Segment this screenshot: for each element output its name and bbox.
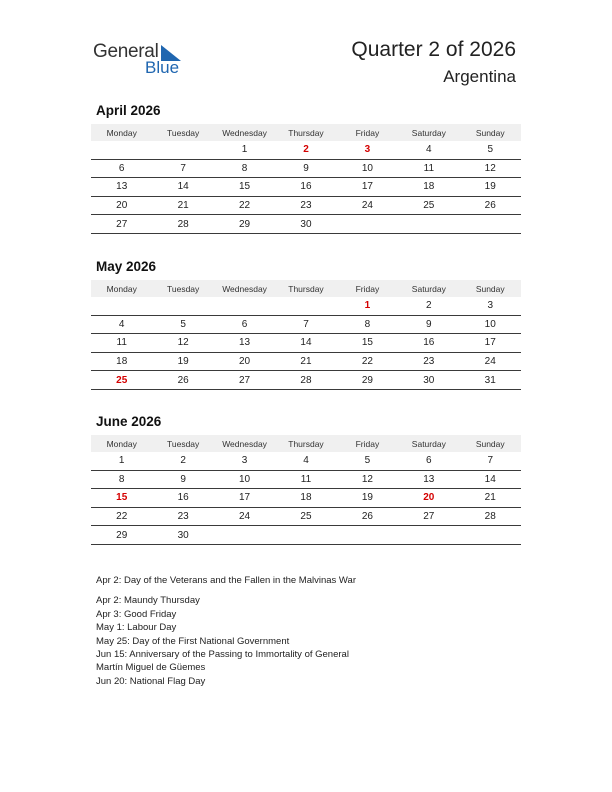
day-cell: 12: [177, 337, 189, 349]
day-cell: 8: [364, 318, 371, 330]
week-row: [91, 371, 521, 390]
weekday-header-row: [91, 124, 521, 141]
day-cell: 21: [484, 492, 496, 504]
day-cell: 2: [180, 455, 186, 467]
day-cell: 21: [177, 200, 189, 212]
day-cell: 14: [484, 473, 496, 485]
weekday-label-sunday: Sunday: [475, 438, 505, 449]
day-cell: 5: [364, 455, 371, 467]
week-row: [91, 334, 521, 353]
day-cell: 9: [180, 473, 186, 485]
weekday-label-monday: Monday: [106, 438, 137, 449]
weekday-header-row: [91, 435, 521, 452]
logo-text-blue: Blue: [145, 58, 180, 77]
holiday-day-cell: 2: [303, 144, 309, 156]
day-cell: 30: [177, 529, 189, 541]
day-cell: 14: [300, 337, 312, 349]
day-cell: 7: [180, 162, 186, 174]
day-cell: 22: [116, 511, 128, 523]
day-cell: 12: [361, 473, 373, 485]
day-cell: 23: [423, 356, 435, 368]
weekday-label-saturday: Saturday: [411, 283, 446, 294]
month-calendar-april: [91, 103, 521, 234]
holiday-day-cell: 3: [364, 144, 371, 156]
day-cell: 13: [238, 337, 251, 349]
day-cell: 22: [238, 200, 251, 212]
weekday-label-monday: Monday: [106, 283, 137, 294]
weekday-label-thursday: Thursday: [288, 438, 324, 449]
day-cell: 20: [238, 356, 251, 368]
day-cell: 15: [238, 181, 251, 193]
day-cell: 11: [423, 162, 435, 174]
day-cell: 12: [484, 162, 496, 174]
day-cell: 18: [300, 492, 312, 504]
weekday-label-saturday: Saturday: [411, 438, 446, 449]
holiday-notes-group-2: [96, 594, 356, 688]
day-cell: 23: [177, 511, 189, 523]
day-cell: 16: [423, 337, 435, 349]
day-cell: 4: [426, 144, 432, 156]
weekday-label-friday: Friday: [355, 283, 380, 294]
day-cell: 22: [361, 356, 373, 368]
weekday-label-monday: Monday: [106, 127, 137, 138]
day-cell: 18: [423, 181, 435, 193]
day-cell: 1: [241, 144, 248, 156]
holiday-note: Apr 2: Day of the Veterans and the Fallen in the Malvinas War: [96, 575, 356, 586]
day-cell: 10: [361, 162, 373, 174]
week-row: [91, 297, 521, 316]
page-subtitle: Argentina: [443, 67, 516, 86]
week-row: [91, 178, 521, 197]
weekday-header-row: [91, 280, 521, 297]
day-cell: 5: [180, 318, 186, 330]
week-row: [91, 160, 521, 179]
day-cell: 8: [118, 473, 125, 485]
day-cell: 16: [177, 492, 189, 504]
week-row: [91, 353, 521, 372]
page-title: Quarter 2 of 2026: [351, 38, 516, 61]
month-title: May 2026: [96, 259, 157, 274]
day-cell: 24: [361, 200, 373, 212]
day-cell: 28: [177, 218, 189, 230]
holiday-note: Apr 2: Maundy Thursday: [96, 595, 200, 607]
weekday-label-sunday: Sunday: [475, 283, 505, 294]
day-cell: 4: [118, 318, 125, 330]
holiday-day-cell: 25: [116, 374, 128, 386]
day-cell: 9: [426, 318, 432, 330]
day-cell: 9: [303, 162, 309, 174]
day-cell: 3: [487, 300, 494, 312]
day-cell: 7: [303, 318, 309, 330]
holiday-notes: [96, 574, 356, 688]
holiday-note: Apr 3: Good Friday: [96, 608, 177, 620]
day-cell: 18: [116, 356, 128, 368]
holiday-day-cell: 15: [116, 492, 128, 504]
holiday-note: Martín Miguel de Güemes: [96, 662, 206, 674]
day-cell: 13: [116, 181, 128, 193]
weekday-label-thursday: Thursday: [288, 283, 324, 294]
day-cell: 11: [300, 473, 312, 485]
day-cell: 17: [484, 337, 496, 349]
day-cell: 20: [116, 200, 128, 212]
day-cell: 28: [300, 374, 312, 386]
day-cell: 17: [238, 492, 251, 504]
day-cell: 6: [241, 318, 248, 330]
logo-text-general: General: [93, 41, 159, 62]
week-row: [91, 471, 521, 490]
holiday-notes-group-1: [96, 574, 356, 587]
month-calendar-june: [91, 414, 521, 545]
day-cell: 2: [426, 300, 432, 312]
day-cell: 29: [238, 218, 251, 230]
day-cell: 29: [361, 374, 373, 386]
day-cell: 1: [118, 455, 125, 467]
holiday-note: Jun 20: National Flag Day: [96, 675, 206, 687]
notes-spacer: [96, 587, 356, 594]
day-cell: 19: [484, 181, 496, 193]
weekday-label-sunday: Sunday: [475, 127, 505, 138]
holiday-day-cell: 1: [364, 300, 371, 312]
week-row: [91, 452, 521, 471]
week-row: [91, 316, 521, 335]
weekday-label-saturday: Saturday: [411, 127, 446, 138]
day-cell: 3: [241, 455, 248, 467]
weekday-label-friday: Friday: [355, 127, 380, 138]
day-cell: 30: [423, 374, 435, 386]
day-cell: 16: [300, 181, 312, 193]
day-cell: 27: [116, 218, 128, 230]
day-cell: 10: [484, 318, 496, 330]
holiday-day-cell: 20: [423, 492, 435, 504]
month-title: June 2026: [96, 414, 162, 429]
day-cell: 26: [177, 374, 189, 386]
day-cell: 15: [361, 337, 373, 349]
day-cell: 26: [484, 200, 496, 212]
day-cell: 30: [300, 218, 312, 230]
holiday-note: May 25: Day of the First National Government: [96, 635, 290, 647]
week-row: [91, 508, 521, 527]
weekday-label-wednesday: Wednesday: [222, 438, 267, 449]
week-row: [91, 197, 521, 216]
day-cell: 19: [361, 492, 373, 504]
day-cell: 25: [300, 511, 312, 523]
day-cell: 27: [423, 511, 435, 523]
day-cell: 24: [484, 356, 496, 368]
day-cell: 6: [118, 162, 125, 174]
day-cell: 25: [423, 200, 435, 212]
day-cell: 31: [484, 374, 496, 386]
day-cell: 7: [487, 455, 494, 467]
day-cell: 19: [177, 356, 189, 368]
day-cell: 14: [177, 181, 189, 193]
weekday-label-tuesday: Tuesday: [166, 127, 200, 138]
month-calendar-may: [91, 259, 521, 390]
weekday-label-wednesday: Wednesday: [222, 283, 267, 294]
holiday-note: Jun 15: Anniversary of the Passing to Immortality of General: [96, 648, 349, 660]
day-cell: 13: [423, 473, 435, 485]
weekday-label-tuesday: Tuesday: [166, 283, 200, 294]
day-cell: 27: [238, 374, 251, 386]
weekday-label-wednesday: Wednesday: [222, 127, 267, 138]
week-row: [91, 141, 521, 160]
day-cell: 11: [116, 337, 127, 349]
day-cell: 6: [426, 455, 432, 467]
day-cell: 23: [300, 200, 312, 212]
weekday-label-tuesday: Tuesday: [166, 438, 200, 449]
week-row: [91, 215, 521, 234]
week-row: [91, 526, 521, 545]
day-cell: 10: [238, 473, 251, 485]
weekday-label-thursday: Thursday: [288, 127, 324, 138]
day-cell: 24: [238, 511, 251, 523]
day-cell: 8: [241, 162, 248, 174]
day-cell: 29: [116, 529, 128, 541]
week-row: [91, 489, 521, 508]
day-cell: 28: [484, 511, 496, 523]
day-cell: 4: [303, 455, 309, 467]
day-cell: 26: [361, 511, 373, 523]
weekday-label-friday: Friday: [355, 438, 380, 449]
logo: [93, 40, 193, 80]
month-title: April 2026: [96, 103, 161, 118]
day-cell: 5: [487, 144, 494, 156]
day-cell: 21: [300, 356, 312, 368]
holiday-note: May 1: Labour Day: [96, 622, 177, 634]
day-cell: 17: [361, 181, 373, 193]
